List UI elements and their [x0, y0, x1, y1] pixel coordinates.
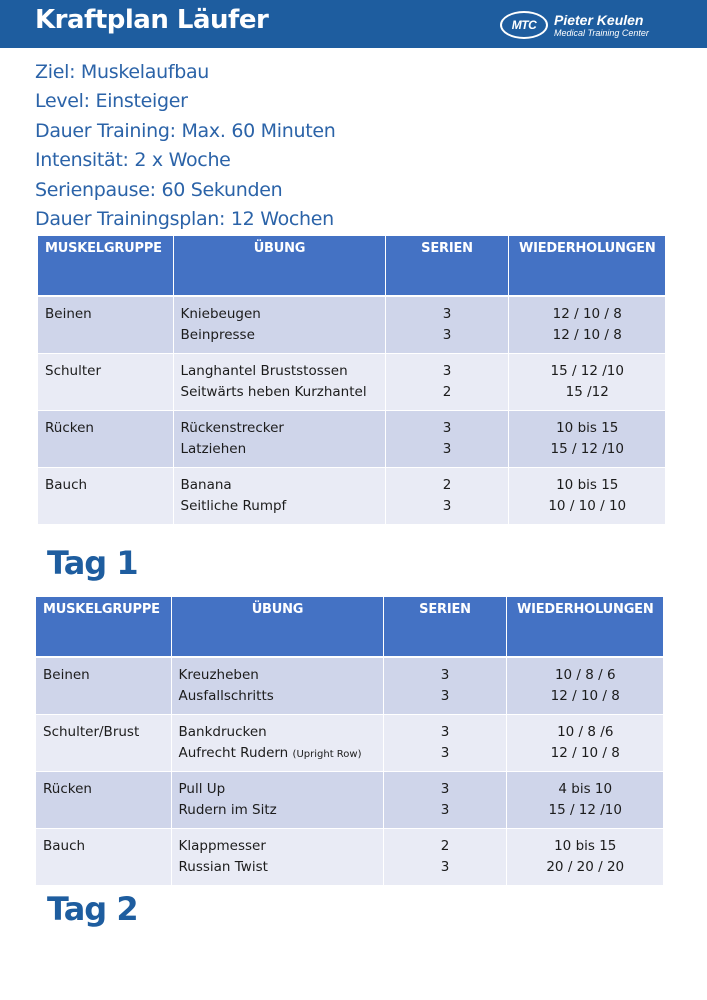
sets-value: 3	[440, 744, 450, 761]
muscle-group-cell: Rücken	[38, 410, 173, 467]
sets-value: 3	[442, 419, 452, 436]
muscle-group-cell: Beinen	[36, 657, 171, 714]
sets-value: 3	[442, 497, 452, 514]
page-title: Kraftplan Läufer	[35, 5, 269, 35]
sets-value: 3	[442, 362, 452, 379]
header-bar	[0, 0, 707, 48]
plan-info	[35, 58, 335, 234]
info-intensity: Intensität: 2 x Woche	[35, 149, 231, 172]
exercise-name-line	[181, 382, 379, 403]
table-row	[36, 828, 663, 885]
exercise-name: Klappmesser	[178, 837, 266, 854]
muscle-group-cell: Beinen	[38, 296, 173, 353]
table-row	[36, 657, 663, 714]
exercise-name-line	[181, 439, 379, 460]
exercise-name: Russian Twist	[178, 858, 268, 875]
reps-cell	[506, 771, 663, 828]
exercise-name-line	[181, 496, 379, 517]
sets-value: 3	[442, 440, 452, 457]
exercise-cell	[173, 296, 385, 353]
reps-value: 10 bis 15	[556, 419, 619, 436]
exercise-name: Kniebeugen	[180, 306, 261, 322]
muscle-group-cell: Schulter/Brust	[36, 714, 171, 771]
sets-cell	[385, 410, 508, 467]
day1-label: Tag 1	[47, 544, 138, 582]
exercise-name: Banana	[180, 476, 232, 493]
exercise-name-line	[179, 665, 377, 686]
muscle-group-cell: Bauch	[38, 467, 173, 524]
reps-cell	[506, 828, 663, 885]
header-muskelgruppe: MUSKELGRUPPE	[38, 236, 173, 296]
exercise-name: Seitwärts heben Kurzhantel	[180, 383, 367, 400]
sets-cell	[385, 353, 508, 410]
sets-value: 3	[442, 306, 452, 322]
logo-name: Pieter Keulen	[554, 11, 644, 28]
sets-cell	[383, 828, 506, 885]
header-serien: SERIEN	[383, 597, 506, 657]
sets-cell	[383, 771, 506, 828]
muscle-group-cell: Rücken	[36, 771, 171, 828]
sets-value: 2	[440, 837, 450, 854]
info-plan-duration: Dauer Trainingsplan: 12 Wochen	[35, 208, 334, 231]
exercise-cell	[173, 467, 385, 524]
reps-cell	[508, 467, 665, 524]
exercise-name-line	[181, 475, 379, 496]
reps-value: 15 / 12 /10	[550, 362, 624, 379]
exercise-name: Langhantel Bruststossen	[180, 362, 348, 379]
exercise-name-line	[181, 361, 379, 382]
exercise-cell	[171, 771, 383, 828]
reps-value: 12 / 10 / 8	[552, 327, 622, 343]
table-row	[36, 714, 663, 771]
exercise-name: Ausfallschritts	[178, 688, 274, 704]
table-row	[38, 353, 665, 410]
exercise-name-line	[179, 686, 377, 707]
sets-value: 3	[440, 858, 450, 875]
exercise-cell	[173, 353, 385, 410]
exercise-name: Latziehen	[180, 440, 247, 457]
info-goal: Ziel: Muskelaufbau	[35, 61, 210, 83]
sets-value: 3	[440, 723, 450, 740]
reps-value: 4 bis 10	[558, 780, 613, 797]
muscle-group-cell: Schulter	[38, 353, 173, 410]
sets-value: 3	[440, 801, 450, 818]
day2-label: Tag 2	[47, 890, 138, 928]
reps-value: 15 / 12 /10	[548, 801, 622, 818]
reps-cell	[508, 353, 665, 410]
logo-text	[554, 13, 649, 38]
sets-cell	[383, 657, 506, 714]
reps-cell	[508, 410, 665, 467]
sets-cell	[385, 296, 508, 353]
reps-value: 12 / 10 / 8	[552, 306, 622, 322]
sets-value: 3	[442, 327, 452, 343]
sets-value: 3	[440, 688, 450, 704]
reps-value: 10 bis 15	[556, 476, 619, 493]
table-row	[38, 296, 665, 353]
reps-value: 12 / 10 / 8	[550, 688, 620, 704]
exercise-cell	[171, 714, 383, 771]
header-serien: SERIEN	[385, 236, 508, 296]
reps-value: 10 / 10 / 10	[548, 497, 627, 514]
exercise-name-line	[179, 800, 377, 821]
reps-value: 15 /12	[565, 383, 609, 400]
header-wiederholungen: WIEDERHOLUNGEN	[506, 597, 663, 657]
day2-table	[36, 597, 663, 886]
sets-value: 2	[442, 476, 452, 493]
reps-cell	[506, 714, 663, 771]
exercise-name-line	[179, 779, 377, 800]
table-row	[38, 410, 665, 467]
exercise-name-line	[179, 857, 377, 878]
reps-cell	[506, 657, 663, 714]
info-duration: Dauer Training: Max. 60 Minuten	[35, 119, 336, 142]
mtc-badge-icon: MTC	[500, 11, 548, 39]
exercise-name-line	[179, 836, 377, 857]
exercise-note: (Upright Row)	[292, 748, 362, 760]
exercise-cell	[171, 828, 383, 885]
sets-cell	[385, 467, 508, 524]
header-uebung: ÜBUNG	[171, 597, 383, 657]
exercise-name-line	[181, 418, 379, 439]
exercise-name: Seitliche Rumpf	[180, 497, 287, 514]
exercise-name-line	[181, 325, 379, 346]
exercise-cell	[171, 657, 383, 714]
sets-value: 2	[442, 383, 452, 400]
table-row	[38, 467, 665, 524]
logo-subtitle: Medical Training Center	[554, 27, 649, 38]
muscle-group-cell: Bauch	[36, 828, 171, 885]
reps-value: 12 / 10 / 8	[550, 744, 620, 761]
reps-value: 10 / 8 /6	[557, 723, 614, 740]
exercise-name: Beinpresse	[180, 327, 255, 343]
header-muskelgruppe: MUSKELGRUPPE	[36, 597, 171, 657]
info-rest: Serienpause: 60 Sekunden	[35, 178, 283, 201]
exercise-name-line	[179, 722, 377, 743]
exercise-name-line	[179, 743, 377, 765]
exercise-name: Kreuzheben	[178, 667, 259, 683]
info-level: Level: Einsteiger	[35, 90, 188, 113]
exercise-cell	[173, 410, 385, 467]
exercise-name: Aufrecht Rudern	[178, 744, 289, 761]
exercise-name: Rückenstrecker	[180, 419, 284, 436]
day1-table	[38, 236, 665, 525]
exercise-name-line	[181, 304, 379, 325]
sets-value: 3	[440, 667, 450, 683]
reps-value: 15 / 12 /10	[550, 440, 624, 457]
sets-value: 3	[440, 780, 450, 797]
header-wiederholungen: WIEDERHOLUNGEN	[508, 236, 665, 296]
exercise-name: Bankdrucken	[178, 723, 267, 740]
exercise-name: Rudern im Sitz	[178, 801, 277, 818]
reps-value: 10 bis 15	[554, 837, 617, 854]
table-row	[36, 771, 663, 828]
reps-value: 20 / 20 / 20	[546, 858, 625, 875]
reps-cell	[508, 296, 665, 353]
mtc-logo	[500, 9, 649, 41]
reps-value: 10 / 8 / 6	[554, 667, 616, 683]
header-uebung: ÜBUNG	[173, 236, 385, 296]
sets-cell	[383, 714, 506, 771]
exercise-name: Pull Up	[178, 780, 226, 797]
